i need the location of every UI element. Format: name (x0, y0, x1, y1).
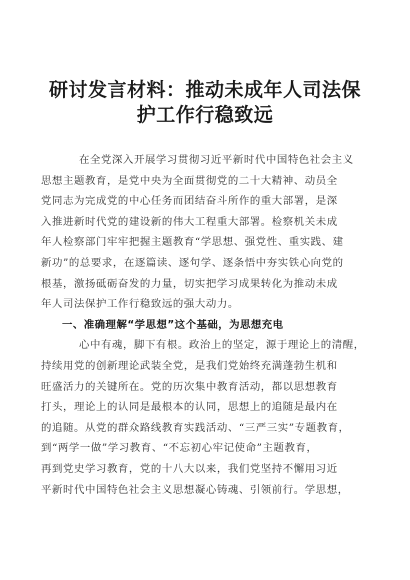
paragraph-line: 根基，激扬砥砺奋发的力量，切实把学习成果转化为推动未成 (41, 277, 338, 290)
paragraph-line: 到“两学一做”学习教育、“不忘初心牢记使命”主题教育， (41, 442, 318, 455)
paragraph-line: 打头，理论上的认同是最根本的认同，思想上的追随是最内在 (41, 401, 338, 414)
paragraph-line: 年人检察部门牢牢把握主题教育“学思想、强党性、重实践、建 (41, 236, 344, 249)
paragraph-line: 在全党深入开展学习贯彻习近平新时代中国特色社会主义 (79, 154, 354, 166)
title-line: 研讨发言材料：推动未成年人司法保 (48, 79, 361, 101)
title-line: 护工作行稳致远 (136, 104, 274, 126)
paragraph-line: 入推进新时代党的建设新的伟大工程重大部署。检察机关未成 (41, 215, 338, 228)
paragraph-line: 思想主题教育，是党中央为全面贯彻党的二十大精神、动员全 (41, 174, 338, 187)
paragraph-line: 的追随。从党的群众路线教育实践活动、“三严三实”专题教育， (41, 421, 350, 434)
paragraph-line: 党同志为完成党的中心任务而团结奋斗所作的重大部署，是深 (41, 195, 338, 208)
document-title (40, 78, 370, 128)
document-body (41, 150, 365, 500)
paragraph-line: 持续用党的创新理论武装全党，是我们党始终充满蓬勃生机和 (41, 359, 338, 372)
paragraph-line: 心中有魂，脚下有根。政治上的坚定，源于理论上的清醒， (79, 339, 365, 352)
paragraph-line: 平新时代中国特色社会主义思想凝心铸魂、引领前行。学思想， (41, 483, 349, 496)
section-heading: 一、准确理解“学思想”这个基础，为思想充电 (62, 318, 284, 331)
paragraph-line: 年人司法保护工作行稳致远的强大动力。 (41, 298, 239, 311)
paragraph-line: 旺盛活力的关键所在。党的历次集中教育活动，都以思想教育 (41, 380, 338, 393)
paragraph-line: 再到党史学习教育，党的十八大以来，我们党坚持不懈用习近 (41, 462, 338, 475)
paragraph-line: 新功”的总要求，在逐篇读、逐句学、逐条悟中夯实铁心向党的 (41, 256, 344, 269)
